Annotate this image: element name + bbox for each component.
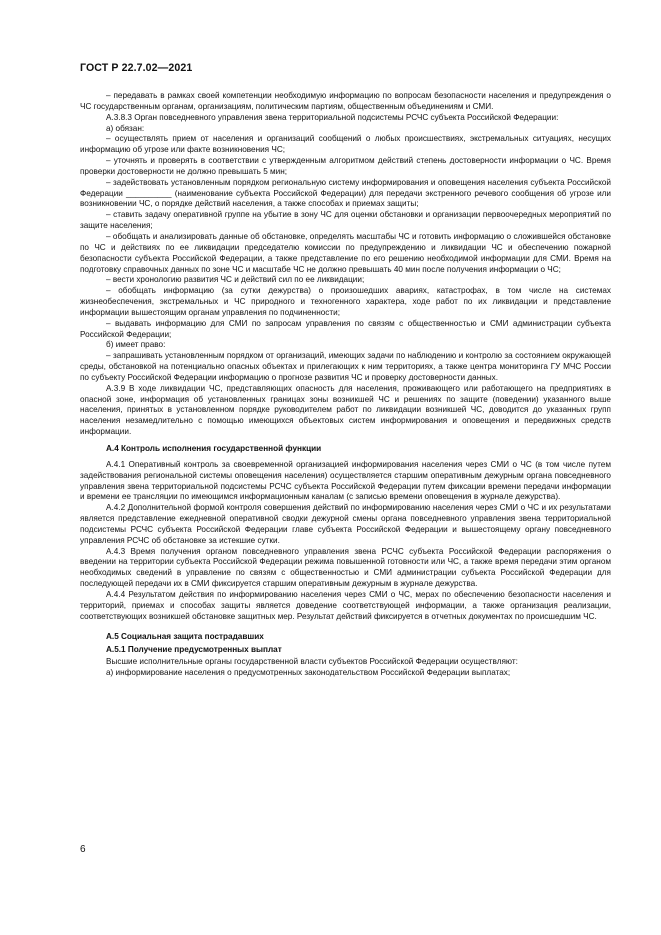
paragraph: – задействовать установленным порядком региональную систему информирования и оповещения населения субъекта Российской Федерации __________ (наименование субъекта Российской Федерации) для передачи экстренного речевого сообщения об угрозе или возникновении ЧС, о порядке действий населения, а также способах и приемах защиты; xyxy=(80,177,611,209)
paragraph: А.4.3 Время получения органом повседневного управления звена РСЧС субъекта Российской Федерации распоряжения о введении на территории субъекта Российской Федерации режима повышенной готовности или ЧС, а также время передачи этим органом необходимых сведений в управление по связям с общественностью и СМИ администрации субъекта Российской Федерации для последующей передачи их в СМИ фиксируется старшим оперативным дежурным в журнале дежурства. xyxy=(80,546,611,589)
paragraph: – передавать в рамках своей компетенции необходимую информацию по вопросам безопасности населения и предупреждения о ЧС государственным органам, организациям, политическим партиям, общественным объединениям и СМИ. xyxy=(80,91,611,111)
paragraph: а) обязан: xyxy=(106,123,145,133)
paragraph: А.4.4 Результатом действия по информированию населения через СМИ о ЧС, мерах по обеспечению безопасности населения и территорий, приемах и способах защиты является доведение соответствующей информации, а также организация реализации, соответствующих возникшей обстановке защитных мер. Результат действий фиксируется в отчетных документах по происшедшим ЧС. xyxy=(80,589,611,621)
document-header: ГОСТ Р 22.7.02—2021 xyxy=(80,62,193,74)
paragraph: А.3.9 В ходе ликвидации ЧС, представляющих опасность для населения, проживающего или работающего на предприятиях в опасной зоне, информация об установленных границах зоны возникшей ЧС и решениях по защите (поведении) указанного выше населения, принятых в установленном порядке руководителем работ по ликвидации возникшей ЧС, доводится до указанных групп населения незамедлительно с помощью имеющихся объектовых систем информирования и оповещения и передвижных средств информации. xyxy=(80,383,611,437)
page-number: 6 xyxy=(80,844,86,855)
paragraph: А.4.1 Оперативный контроль за своевременной организацией информирования населения через СМИ о ЧС (в том числе путем задействования региональной системы оповещения населения) осуществляется старшим оперативным дежурным органа повседневного управления звена территориальной подсистемы РСЧС субъекта Российской Федерации путем фиксации времени передачи информации и времени ее трансляции по имеющимся информационным каналам (с записью времени оповещения в журнале дежурства). xyxy=(80,459,611,502)
section-heading: А.5 Социальная защита пострадавших xyxy=(106,631,264,641)
paragraph: – выдавать информацию для СМИ по запросам управления по связям с общественностью и СМИ администрации субъекта Российской Федерации; xyxy=(80,318,611,339)
paragraph: – вести хронологию развития ЧС и действий сил по ее ликвидации; xyxy=(106,275,365,285)
paragraph: – уточнять и проверять в соответствии с утвержденным алгоритмом действий степень достоверности информации о ЧС. Время проверки достоверности не должно превышать 5 мин; xyxy=(80,156,611,176)
paragraph: – ставить задачу оперативной группе на убытие в зону ЧС для оценки обстановки и организации первоочередных мероприятий по защите населения; xyxy=(80,210,611,231)
subsection-heading: А.5.1 Получение предусмотренных выплат xyxy=(106,645,282,655)
section-heading: А.4 Контроль исполнения государственной функции xyxy=(106,444,322,453)
paragraph: А.3.8.3 Орган повседневного управления звена территориальной подсистемы РСЧС субъекта Российской Федерации: xyxy=(106,112,559,122)
paragraph: б) имеет право: xyxy=(106,340,166,350)
paragraph: – осуществлять прием от населения и организаций сообщений о любых происшествиях, экстремальных ситуациях, несущих информацию об угрозе или факте возникновения ЧС; xyxy=(80,134,611,155)
paragraph: Высшие исполнительные органы государственной власти субъектов Российской Федерации осуществляют: xyxy=(106,657,518,667)
paragraph: – обобщать информацию (за сутки дежурства) о произошедших авариях, катастрофах, в том числе на системах жизнеобеспечения, экстремальных и ЧС природного и техногенного характера, ходе работ по их ликвидации и представление информации вышестоящим органам управления по подчиненности; xyxy=(80,286,611,317)
paragraph: А.4.2 Дополнительной формой контроля совершения действий по информированию населения через СМИ о ЧС и их результатами является представление ежедневной оперативной сводки дежурной смены органа повседневного управления звена территориальной подсистемы РСЧС субъекта Российской Федерации главе субъекта Российской Федерации и вышестоящему органу повседневного управления РСЧС об обстановке за истекшие сутки. xyxy=(80,503,611,545)
paragraph: – обобщать и анализировать данные об обстановке, определять масштабы ЧС и готовить информацию о сложившейся обстановке по ЧС и действиях по ее ликвидации председателю комиссии по предупреждению и ликвидации ЧС и обеспечению пожарной безопасности субъекта Российской Федерации, а также представление по его решению необходимой информации для СМИ. Время на подготовку справочных данных по зоне ЧС и масштабе ЧС не должно превышать 40 мин после получения информации о ЧС; xyxy=(80,231,611,274)
document-body xyxy=(80,91,611,679)
paragraph: – запрашивать установленным порядком от организаций, имеющих задачи по наблюдению и контролю за состоянием окружающей среды, обстановкой на потенциально опасных объектах и прилегающих к ним территориях, а также центра мониторинга ГУ МЧС России по субъекту Российской Федерации информацию о прогнозе развития ЧС и проверку достоверности данных. xyxy=(80,351,611,382)
paragraph: а) информирование населения о предусмотренных законодательством Российской Федерации выплатах; xyxy=(106,668,511,678)
